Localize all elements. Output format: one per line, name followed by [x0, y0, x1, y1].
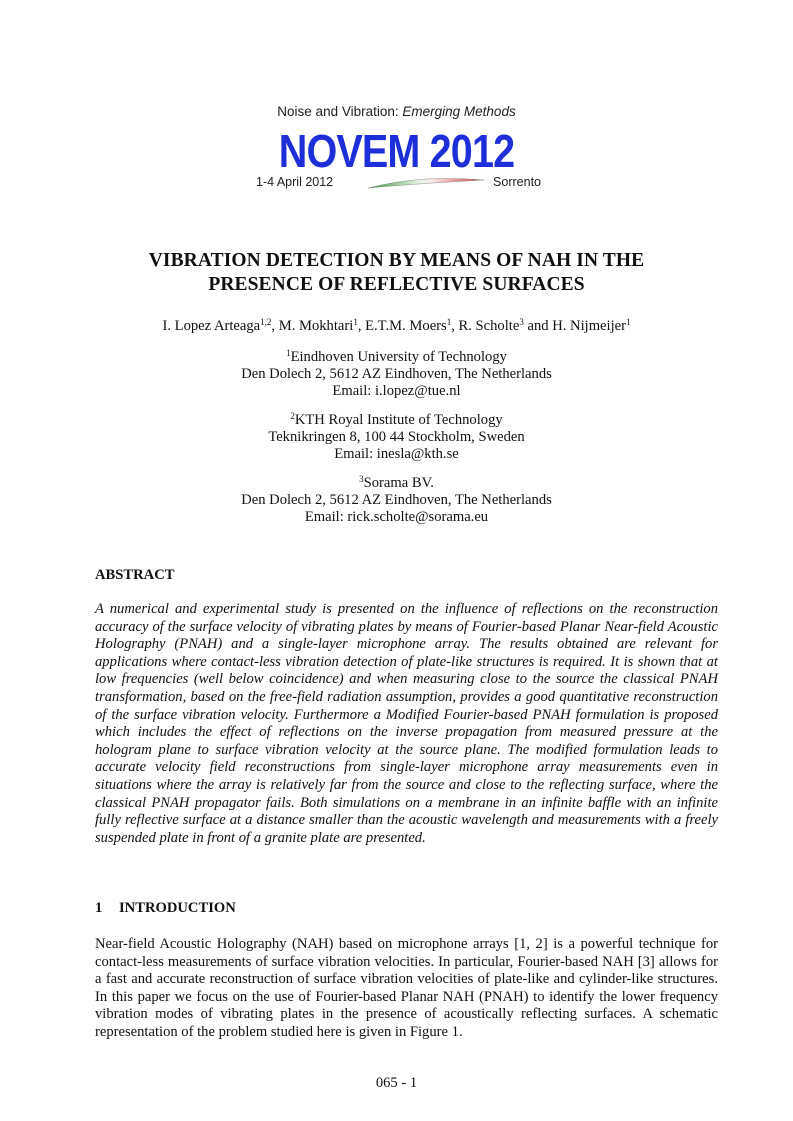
- author: E.T.M. Moers$^1$,: [365, 317, 459, 334]
- conference-logo-title: NOVEM 2012: [278, 125, 515, 177]
- conference-date-place: [256, 175, 541, 193]
- affiliation-1: [0, 349, 793, 400]
- affiliation-email: Email: inesla@kth.se: [334, 446, 459, 462]
- paper-title-line-1: VIBRATION DETECTION BY MEANS OF NAH IN THE: [148, 250, 645, 271]
- author: H. Nijmeijer$^1$: [552, 317, 631, 334]
- paper-title-line-2: PRESENCE OF REFLECTIVE SURFACES: [208, 274, 585, 295]
- abstract-heading: ABSTRACT: [95, 567, 175, 583]
- conference-place: Sorrento: [493, 175, 541, 189]
- author-list: [0, 318, 793, 335]
- affiliation-name: $^3$Sorama BV.: [359, 474, 434, 491]
- abstract-text: A numerical and experimental study is presented on the influence of reflections on the reconstruction accuracy of the surface velocity of vibrating plates by means of Fourier-based Planar Near-field Acoustic Holography (PNAH) and a single-layer microphone array. The results obtained are relevant for applications where contact-less vibration detection of plate-like structures is required. It is shown that at low frequencies (well below coincidence) and when measuring close to the source the classical PNAH transformation, based on the free-field radiation assumption, provides a good quantitative reconstruction of the surface vibration velocity. Furthermore a Modified Fourier-based PNAH formulation is proposed which includes the effect of reflections on the inverse propagation from measured pressure at the hologram plane to surface vibration velocity at the source plane. The modified formulation leads to accurate velocity field reconstructions from single-layer microphone array measurements even in situations where the array is relatively far from the source and close to the reflecting surface, where the classical PNAH propagator fails. Both simulations on a membrane in an infinite baffle with an infinite fully reflective surface at a distance smaller than the acoustic wavelength and measurements with a freely suspended plate in front of a granite plate are presented.: [95, 601, 718, 846]
- affiliation-email: Email: rick.scholte@sorama.eu: [304, 509, 489, 525]
- affiliation-email: Email: i.lopez@tue.nl: [332, 383, 461, 399]
- section-title: INTRODUCTION: [119, 900, 236, 916]
- conference-subtitle-prefix: Noise and Vibration:: [277, 104, 403, 119]
- affiliation-name: $^1$Eindhoven University of Technology: [286, 348, 507, 365]
- introduction-text: Near-field Acoustic Holography (NAH) based on microphone arrays [1, 2] is a powerful technique for contact-less measurements of surface vibration velocities. In particular, Fourier-based NAH [3] allows for a fast and accurate reconstruction of surface vibration velocities of plate-like and cylinder-like structures. In this paper we focus on the use of Fourier-based Planar NAH (PNAH) to identify the lower frequency vibration modes of vibrating plates in the presence of acoustically reflecting surfaces. A schematic representation of the problem studied here is given in Figure 1.: [95, 936, 718, 1040]
- italian-flag-swoosh-icon: [368, 177, 484, 189]
- conference-subtitle: [0, 104, 793, 119]
- author: M. Mokhtari$^1$,: [278, 317, 366, 334]
- paper-title: [60, 249, 733, 297]
- affiliation-3: [0, 475, 793, 526]
- page-number: 065 - 1: [375, 1075, 418, 1091]
- affiliation-address: Den Dolech 2, 5612 AZ Eindhoven, The Netherlands: [241, 366, 552, 382]
- section-number: 1: [95, 900, 103, 916]
- conference-subtitle-italic: Emerging Methods: [402, 104, 516, 119]
- affiliation-2: [0, 412, 793, 463]
- author: I. Lopez Arteaga$^{1,2}$,: [162, 317, 279, 334]
- affiliation-address: Teknikringen 8, 100 44 Stockholm, Sweden: [268, 429, 525, 445]
- affiliation-name: $^2$KTH Royal Institute of Technology: [290, 411, 503, 428]
- affiliation-address: Den Dolech 2, 5612 AZ Eindhoven, The Netherlands: [241, 492, 552, 508]
- conference-date: 1-4 April 2012: [256, 175, 334, 189]
- introduction-heading: [95, 900, 236, 917]
- author: R. Scholte$^3$ and: [458, 317, 553, 334]
